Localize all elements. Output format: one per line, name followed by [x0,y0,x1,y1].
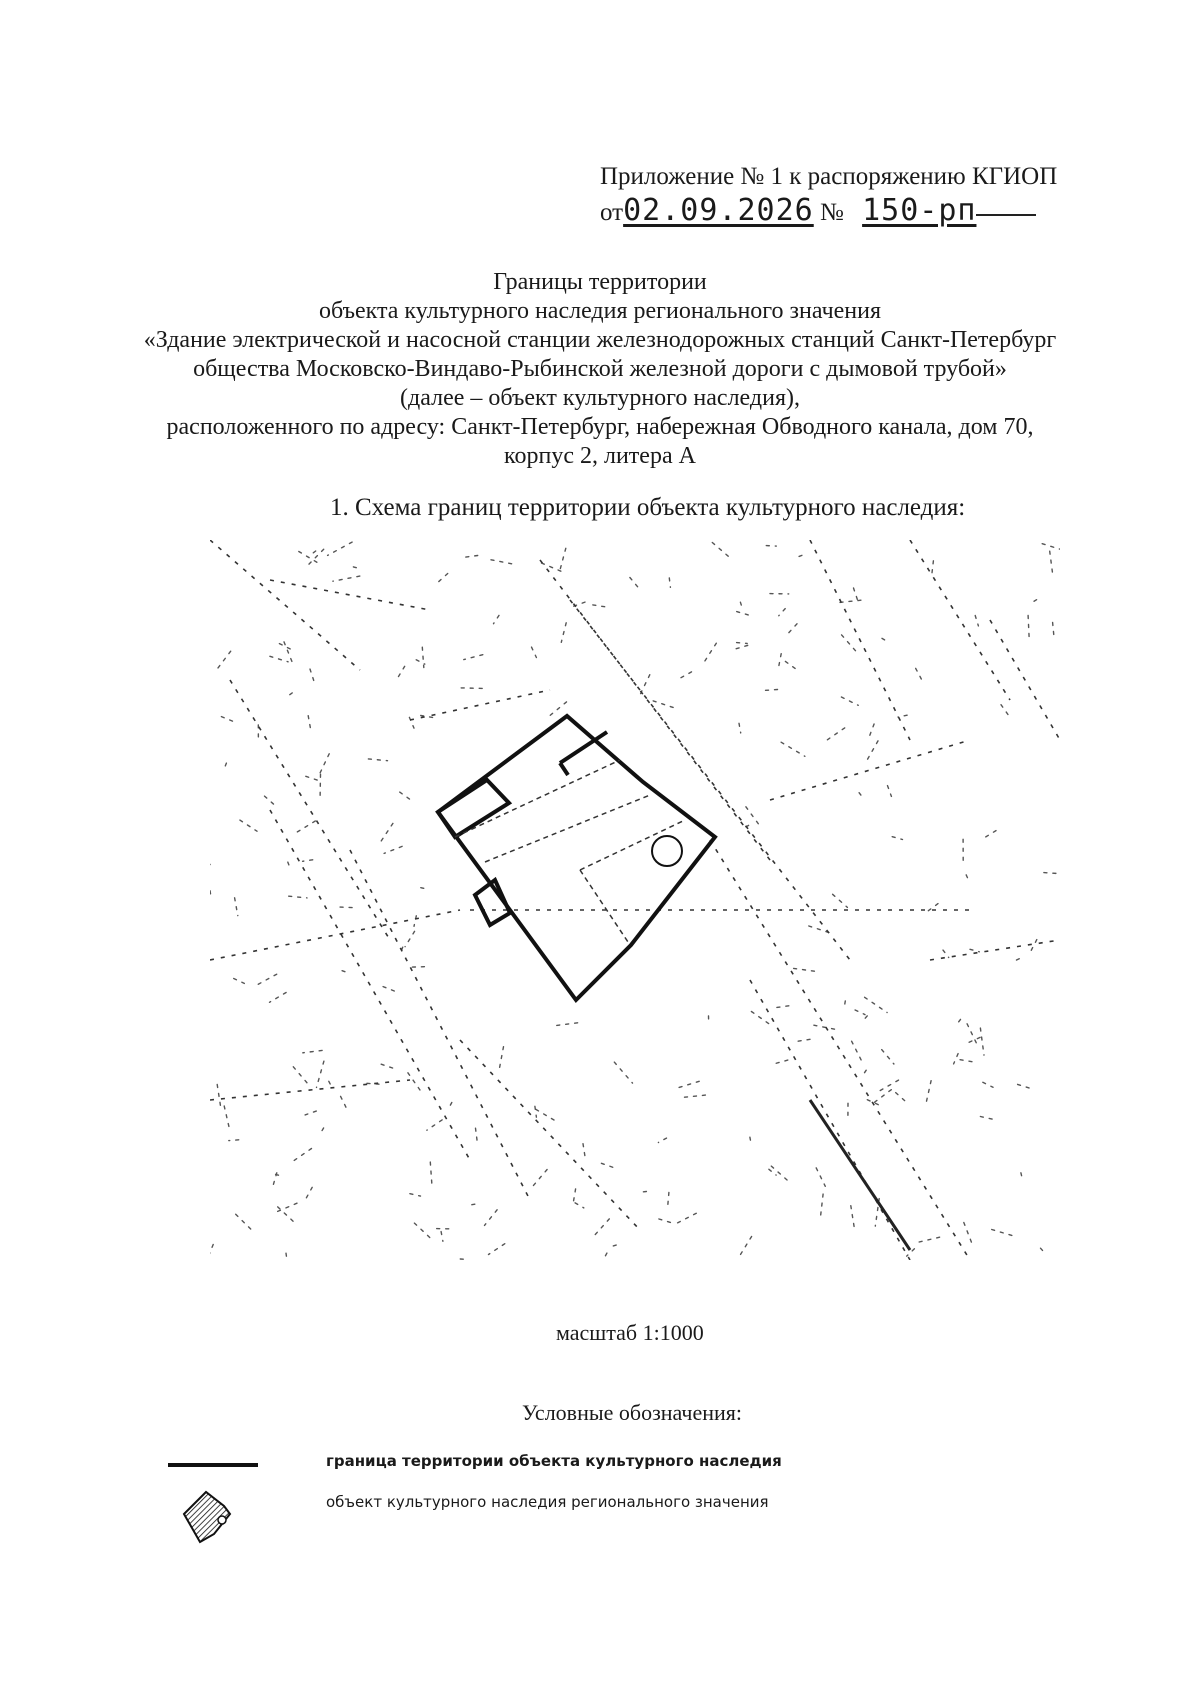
railway-line [810,1100,910,1250]
number-underline [976,213,1036,216]
title-line: «Здание электрической и насосной станции железнодорожных станций Санкт-Петербург [143,327,1057,353]
legend-item-heritage-object: объект культурного наследия регионального значения [326,1493,769,1511]
heritage-territory-boundary [438,716,715,1000]
order-date: 02.09.2026 [623,193,814,228]
appendix-date-number [600,194,1160,230]
title-line: корпус 2, литера А [504,443,696,469]
title-line: общества Московско-Виндаво-Рыбинской железной дороги с дымовой трубой» [193,356,1007,382]
chimney-icon [652,836,682,866]
boundary-map [210,540,1060,1260]
appendix-title: Приложение № 1 к распоряжению КГИОП [600,163,1058,190]
heritage-object-icon [178,1484,240,1546]
map-scale: масштаб 1:1000 [556,1320,704,1345]
from-label: от [600,199,624,226]
legend-item-boundary: граница территории объекта культурного наследия [326,1452,782,1470]
appendix-header [600,160,1160,230]
title-line: объекта культурного наследия регионального значения [318,298,882,324]
number-label: № [819,199,844,226]
title-line: расположенного по адресу: Санкт-Петербург, набережная Обводного канала, дом 70, [166,414,1034,440]
boundary-line-icon [168,1463,258,1467]
section-heading: 1. Схема границ территории объекта культурного наследия: [330,494,966,521]
map-streets [210,540,1060,1260]
title-line: Границы территории [493,269,707,295]
title-line: (далее – объект культурного наследия), [400,385,800,411]
document-title [100,268,1100,471]
order-number: 150-рп [862,193,977,228]
legend-title: Условные обозначения: [522,1400,743,1425]
